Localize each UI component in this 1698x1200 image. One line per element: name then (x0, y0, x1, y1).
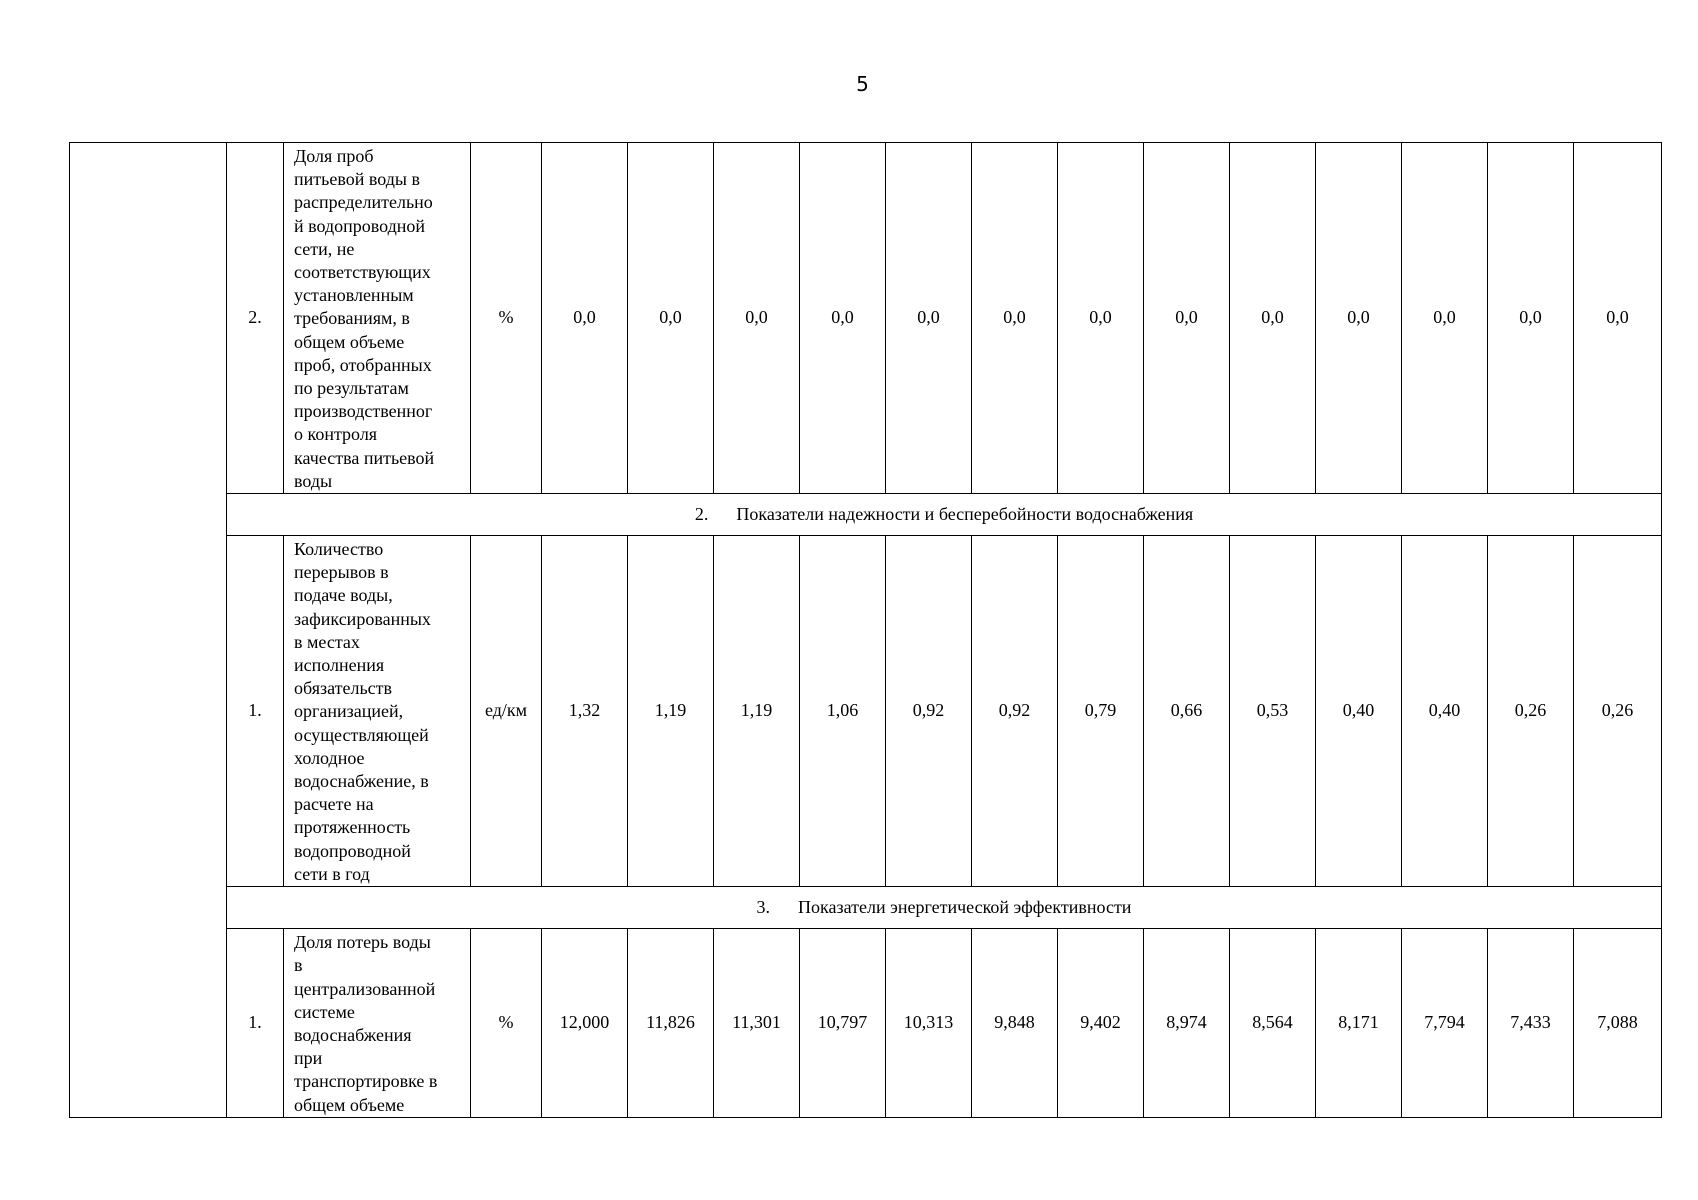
value-cell: 11,301 (714, 929, 800, 1118)
indicator-label (284, 929, 471, 1118)
table-row (70, 143, 1662, 494)
value-cell: 0,0 (1316, 143, 1402, 494)
value-cell: 7,794 (1402, 929, 1488, 1118)
unit-cell: % (471, 143, 542, 494)
section-heading (227, 494, 1662, 536)
label-line: обязательств (294, 678, 393, 699)
group-cell (70, 143, 227, 1118)
value-cell: 10,797 (800, 929, 886, 1118)
value-cell: 0,0 (628, 143, 714, 494)
label-line: организацией, (294, 701, 404, 722)
label-line: транспортировке в (294, 1071, 438, 1092)
value-cell: 0,0 (1402, 143, 1488, 494)
indicator-label (284, 143, 471, 494)
value-cell: 9,402 (1058, 929, 1144, 1118)
value-cell: 1,19 (628, 536, 714, 887)
label-line: сети в год (294, 863, 370, 884)
value-cell: 7,088 (1574, 929, 1662, 1118)
value-cell: 0,79 (1058, 536, 1144, 887)
unit-cell: ед/км (471, 536, 542, 887)
label-line: по результатам (294, 378, 409, 399)
label-line: при (294, 1048, 323, 1069)
label-line: общем объеме (294, 331, 405, 352)
label-line: общем объеме (294, 1094, 405, 1115)
label-line: водоснабжения (294, 1024, 412, 1045)
label-line: сети, не (294, 238, 355, 259)
label-line: холодное (294, 747, 365, 768)
section-title: Показатели надежности и бесперебойности водоснабжения (736, 503, 1194, 524)
table-row (70, 536, 1662, 887)
label-line: проб, отобранных (294, 354, 432, 375)
page-number: 5 (856, 72, 869, 96)
unit-cell: % (471, 929, 542, 1118)
value-cell: 11,826 (628, 929, 714, 1118)
value-cell: 0,40 (1316, 536, 1402, 887)
label-line: расчете на (294, 794, 374, 815)
row-number: 2. (227, 143, 284, 494)
section-heading (227, 887, 1662, 929)
label-line: в местах (294, 631, 360, 652)
table-row (70, 929, 1662, 1118)
label-line: Количество (294, 539, 384, 560)
section-row (70, 494, 1662, 536)
label-line: водопроводной (294, 840, 411, 861)
row-number: 1. (227, 929, 284, 1118)
label-line: распределительно (294, 192, 433, 213)
value-cell: 0,0 (1144, 143, 1230, 494)
section-number: 3. (756, 896, 771, 917)
label-line: установленным (294, 285, 414, 306)
label-line: соответствующих (294, 262, 431, 283)
value-cell: 7,433 (1488, 929, 1574, 1118)
value-cell: 8,974 (1144, 929, 1230, 1118)
label-line: централизованной (294, 978, 436, 999)
indicator-label (284, 536, 471, 887)
value-cell: 0,0 (1230, 143, 1316, 494)
value-cell: 9,848 (972, 929, 1058, 1118)
value-cell: 8,171 (1316, 929, 1402, 1118)
label-line: зафиксированных (294, 608, 431, 629)
label-line: протяженность (294, 817, 411, 838)
label-line: Доля проб (294, 146, 374, 166)
value-cell: 0,26 (1488, 536, 1574, 887)
label-line: исполнения (294, 655, 385, 676)
value-cell: 0,92 (886, 536, 972, 887)
value-cell: 0,26 (1574, 536, 1662, 887)
value-cell: 1,32 (542, 536, 628, 887)
label-line: осуществляющей (294, 724, 429, 745)
label-line: подаче воды, (294, 585, 393, 606)
label-line: воды (294, 470, 333, 491)
label-line: в (294, 955, 303, 976)
value-cell: 0,0 (886, 143, 972, 494)
section-number: 2. (694, 503, 709, 524)
value-cell: 0,40 (1402, 536, 1488, 887)
label-line: перерывов в (294, 562, 389, 583)
indicators-table (69, 142, 1662, 1118)
value-cell: 0,0 (972, 143, 1058, 494)
label-line: системе (294, 1001, 355, 1022)
label-line: производственног (294, 401, 433, 422)
value-cell: 0,0 (714, 143, 800, 494)
value-cell: 0,92 (972, 536, 1058, 887)
value-cell: 8,564 (1230, 929, 1316, 1118)
value-cell: 0,0 (542, 143, 628, 494)
value-cell: 1,06 (800, 536, 886, 887)
value-cell: 0,0 (1574, 143, 1662, 494)
label-line: о контроля (294, 424, 378, 445)
label-line: водоснабжение, в (294, 771, 429, 792)
value-cell: 0,0 (1488, 143, 1574, 494)
label-line: питьевой воды в (294, 169, 420, 190)
section-row (70, 887, 1662, 929)
value-cell: 0,0 (800, 143, 886, 494)
value-cell: 0,66 (1144, 536, 1230, 887)
value-cell: 1,19 (714, 536, 800, 887)
label-line: Доля потерь воды (294, 932, 431, 953)
value-cell: 0,0 (1058, 143, 1144, 494)
value-cell: 10,313 (886, 929, 972, 1118)
label-line: й водопроводной (294, 215, 426, 236)
value-cell: 0,53 (1230, 536, 1316, 887)
section-title: Показатели энергетической эффективности (798, 896, 1132, 917)
label-line: требованиям, в (294, 308, 410, 329)
row-number: 1. (227, 536, 284, 887)
value-cell: 12,000 (542, 929, 628, 1118)
label-line: качества питьевой (294, 447, 435, 468)
